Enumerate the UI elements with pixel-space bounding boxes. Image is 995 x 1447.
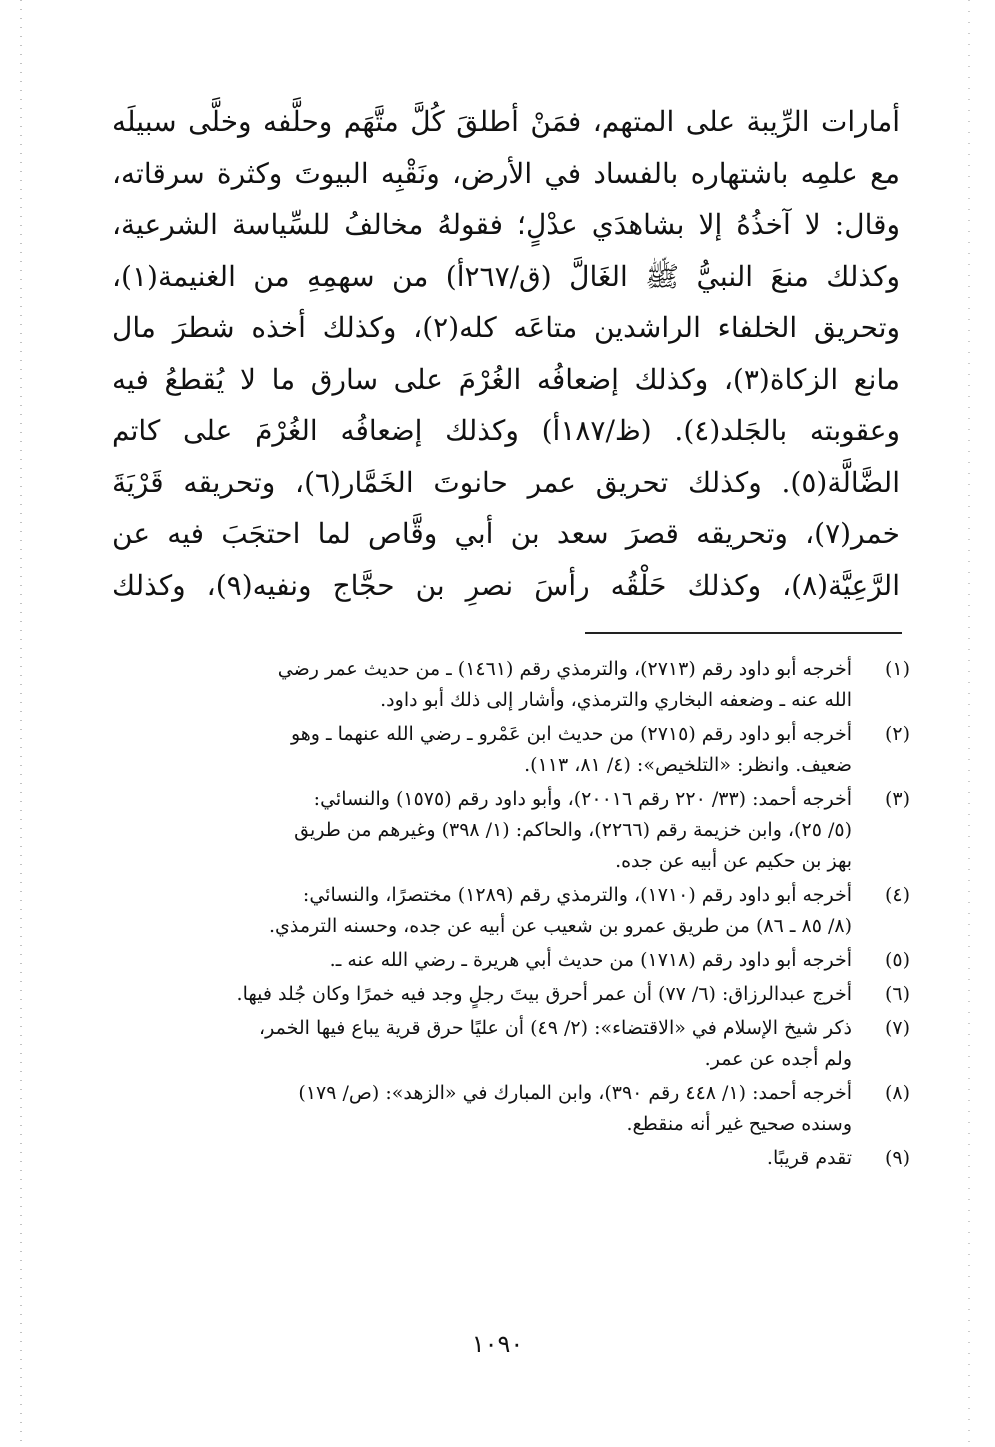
footnote-line: أخرج عبدالرزاق: (٦/ ٧٧) أن عمر أحرق بيتَ رجلٍ وجد فيه خمرًا وكان جُلد فيها. — [236, 983, 852, 1005]
body-line: الضَّالَّة(٥). وكذلك تحريق عمر حانوتَ الخَمَّار(٦)، وتحريقه قَرْيَةَ — [112, 465, 900, 499]
footnote — [100, 945, 910, 976]
body-line: خمر(٧)، وتحريقه قصرَ سعد بن أبي وقَّاص لما احتجَبَ فيه عن — [112, 517, 900, 550]
footnote-line: أخرجه أبو داود رقم (٢٧١٥) من حديث ابن عَمْرو ـ رضي الله عنهما ـ وهو — [290, 723, 852, 745]
footnote-line: أخرجه أبو داود رقم (٢٧١٣)، والترمذي رقم (١٤٦١) ـ من حديث عمر رضي — [277, 658, 852, 680]
footnote-line: بهز بن حكيم عن أبيه عن جده. — [615, 850, 852, 872]
body-line: مع علمِه باشتهاره بالفساد في الأرض، ونَقْبِه البيوتَ وكثرة سرقاته، — [112, 156, 900, 190]
footnote-line: أخرجه أحمد: (٣٣/ ٢٢٠ رقم ٢٠٠١٦)، وأبو داود رقم (١٥٧٥) والنسائي: — [313, 788, 852, 810]
footnote — [100, 1143, 910, 1174]
footnote-number: (٥) — [884, 949, 910, 971]
scan-edge-dots-right — [968, 0, 970, 1447]
footnote-line: ذكر شيخ الإسلام في «الاقتضاء»: (٢/ ٤٩) أن عليًا حرق قرية يباع فيها الخمر، — [259, 1017, 852, 1039]
body-line: أمارات الرِّيبة على المتهم، فمَنْ أطلقَ كُلَّ متَّهَم وحلَّفه وخلَّى سبيلَه — [112, 105, 900, 138]
footnote-number: (٣) — [884, 788, 910, 810]
footnote — [100, 654, 910, 716]
footnote-number: (٩) — [884, 1147, 910, 1169]
footnote-line: وسنده صحيح غير أنه منقطع. — [626, 1113, 852, 1135]
footnote-divider — [585, 632, 902, 634]
footnote-number: (٦) — [884, 983, 910, 1005]
footnote-line: الله عنه ـ وضعفه البخاري والترمذي، وأشار إلى ذلك أبو داود. — [380, 689, 852, 711]
footnotes — [100, 654, 910, 1177]
page-number: ١٠٩٠ — [471, 1330, 524, 1358]
footnote-number: (١) — [884, 658, 910, 680]
body-line: مانع الزكاة(٣)، وكذلك إضعافُه الغُرْمَ على سارق ما لا يُقطعُ فيه — [112, 362, 900, 396]
footnote — [100, 784, 910, 877]
footnote — [100, 979, 910, 1010]
body-line: وكذلك منعَ النبيُّ ﷺ الغَالَّ (ق/٢٦٧أ) من سهمِهِ من الغنيمة(١)، — [112, 259, 900, 293]
body-line: وعقوبته بالجَلد(٤). (ظ/١٨٧أ) وكذلك إضعافُه الغُرْمَ على كاتم — [112, 414, 900, 447]
footnote-line: (٨/ ٨٥ ـ ٨٦) من طريق عمرو بن شعيب عن أبيه عن جده، وحسنه الترمذي. — [268, 915, 852, 937]
footnote-line: أخرجه أبو داود رقم (١٧١٠)، والترمذي رقم (١٢٨٩) مختصرًا، والنسائي: — [302, 884, 852, 906]
body-line: وتحريق الخلفاء الراشدين متاعَه كله(٢)، وكذلك أخذه شطرَ مال — [112, 311, 900, 344]
footnote — [100, 719, 910, 781]
footnote-line: ولم أجده عن عمر. — [704, 1048, 852, 1070]
footnote — [100, 1078, 910, 1140]
footnote-line: (٥/ ٢٥)، وابن خزيمة رقم (٢٢٦٦)، والحاكم: (١/ ٣٩٨) وغيرهم من طريق — [294, 819, 852, 841]
footnote-line: أخرجه أحمد: (١/ ٤٤٨ رقم ٣٩٠)، وابن المبارك في «الزهد»: (ص/ ١٧٩) — [298, 1082, 852, 1104]
footnote-number: (٨) — [884, 1082, 910, 1104]
body-line: الرَّعِيَّة(٨)، وكذلك حَلْقُه رأسَ نصرِ بن حجَّاج ونفيه(٩)، وكذلك — [112, 568, 900, 602]
footnote — [100, 880, 910, 942]
scan-edge-dots-left — [20, 0, 22, 1447]
footnote-number: (٧) — [884, 1017, 910, 1039]
footnote-number: (٤) — [884, 884, 910, 906]
footnote-number: (٢) — [884, 723, 910, 745]
main-text — [112, 96, 900, 611]
footnote-line: ضعيف. وانظر: «التلخيص»: (٤/ ٨١، ١١٣). — [524, 754, 852, 776]
footnote-line: تقدم قريبًا. — [766, 1147, 852, 1169]
footnote — [100, 1013, 910, 1075]
footnote-line: أخرجه أبو داود رقم (١٧١٨) من حديث أبي هريرة ـ رضي الله عنه ـ. — [329, 949, 852, 971]
body-line: وقال: لا آخذُهُ إلا بشاهدَي عدْلٍ؛ فقولهُ مخالفُ للسِّياسة الشرعية، — [112, 208, 900, 241]
